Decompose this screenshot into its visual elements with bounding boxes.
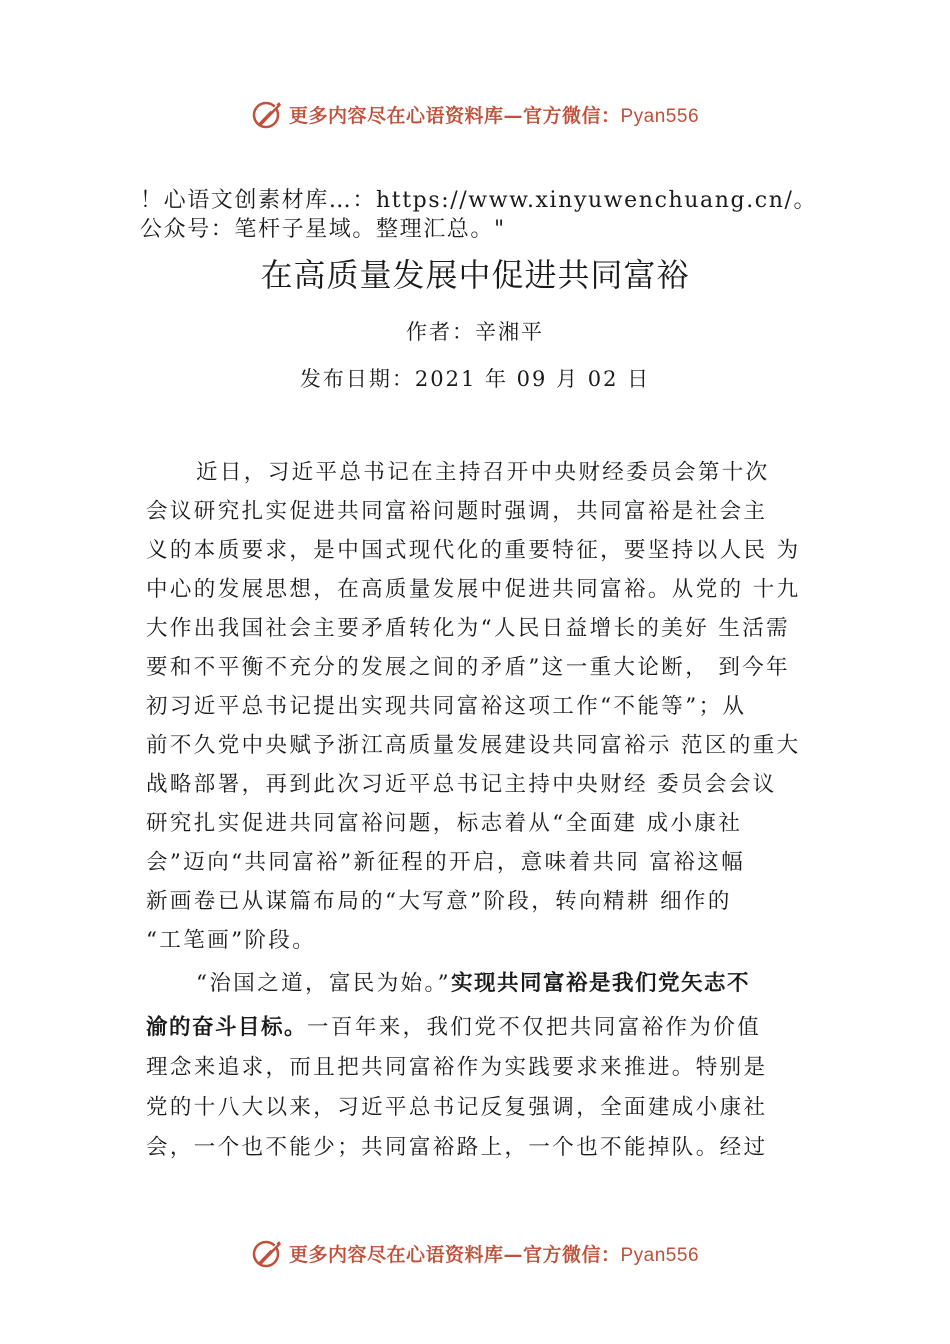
paragraph-line: 义的本质要求，是中国式现代化的重要特征，要坚持以人民 为	[146, 538, 801, 563]
footer-watermark-banner	[0, 1233, 950, 1273]
paragraph-line	[196, 966, 750, 997]
paragraph-line: “工笔画”阶段。	[146, 928, 317, 953]
paragraph-line: 要和不平衡不充分的发展之间的矛盾”这一重大论断， 到今年	[146, 655, 791, 680]
article-title: 在高质量发展中促进共同富裕	[260, 256, 690, 294]
quill-pen-logo-icon	[251, 97, 285, 131]
paragraph-line: 近日，习近平总书记在主持召开中央财经委员会第十次	[196, 460, 770, 485]
header-watermark-banner	[0, 94, 950, 134]
paragraph-line: 大作出我国社会主要矛盾转化为“人民日益增长的美好 生活需	[146, 616, 791, 641]
quote-text: “治国之道，富民为始。”	[196, 971, 452, 996]
paragraph-line: 会”迈向“共同富裕”新征程的开启，意味着共同 富裕这幅	[146, 850, 746, 875]
paragraph-line: 中心的发展思想，在高质量发展中促进共同富裕。从党的 十九	[146, 577, 801, 602]
paragraph-line: 会，一个也不能少；共同富裕路上，一个也不能掉队。经过	[146, 1135, 768, 1160]
paragraph-line: 初习近平总书记提出实现共同富裕这项工作“不能等”；从	[146, 694, 747, 719]
wechat-handle: Pyan556	[620, 1244, 700, 1266]
paragraph-line: 渝的奋斗目标。一百年来，我们党不仅把共同富裕作为价值	[146, 1015, 762, 1040]
bold-thesis: 渝的奋斗目标。	[146, 1015, 308, 1040]
bold-thesis: 实现共同富裕是我们党矢志不	[451, 971, 751, 996]
watermark-text: 更多内容尽在心语资料库—官方微信：Pyan556	[288, 1243, 700, 1266]
watermark-text: 更多内容尽在心语资料库—官方微信：Pyan556	[288, 104, 700, 127]
quill-pen-logo-icon	[251, 1236, 285, 1270]
paragraph-line: 会议研究扎实促进共同富裕问题时强调，共同富裕是社会主	[146, 499, 768, 524]
article-date: 发布日期：2021 年 09 月 02 日	[299, 367, 651, 391]
paragraph-line: 前不久党中央赋予浙江高质量发展建设共同富裕示 范区的重大	[146, 733, 801, 758]
article-author: 作者：辛湘平	[406, 320, 544, 344]
paragraph-line: 理念来追求，而且把共同富裕作为实践要求来推进。特别是	[146, 1055, 768, 1080]
paragraph-line: 新画卷已从谋篇布局的“大写意”阶段，转向精耕 细作的	[146, 889, 732, 914]
paragraph-line: 研究扎实促进共同富裕问题，标志着从“全面建 成小康社	[146, 811, 743, 836]
paragraph-line: 战略部署，再到此次习近平总书记主持中央财经 委员会会议	[146, 772, 777, 797]
source-note: ！心语文创素材库…：https://www.xinyuwenchuang.cn/。公众号：笔杆子星域。整理汇总。"	[140, 188, 818, 242]
wechat-handle: Pyan556	[620, 105, 700, 127]
paragraph-line: 党的十八大以来，习近平总书记反复强调，全面建成小康社	[146, 1095, 768, 1120]
